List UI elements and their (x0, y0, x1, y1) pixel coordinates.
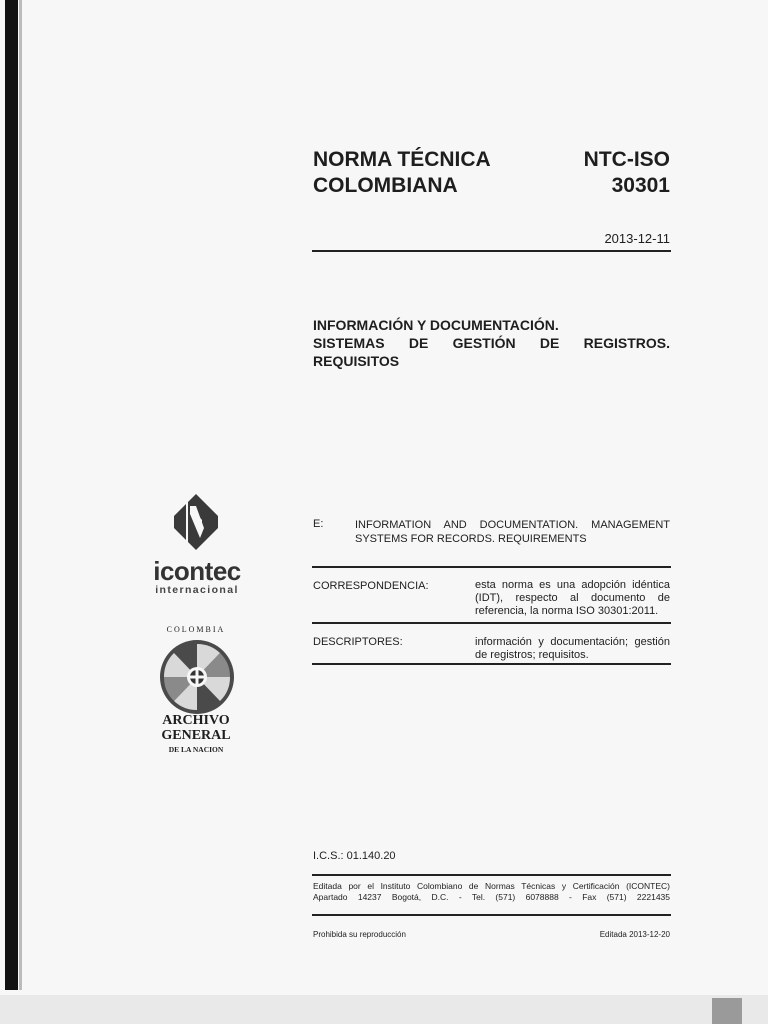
scan-edge-shadow (19, 0, 22, 990)
code-line-2: 30301 (611, 174, 670, 197)
english-line-1: INFORMATION AND DOCUMENTATION. MANAGEMENT (355, 519, 670, 531)
subject-line-3: REQUISITOS (313, 353, 400, 369)
reproduction-notice: Prohibida su reproducción (313, 930, 406, 939)
header-divider (312, 250, 671, 252)
icontec-wordmark (142, 556, 252, 587)
publisher-info (313, 881, 670, 903)
ics-divider (312, 874, 671, 876)
agn-line-3: DE LA NACION (168, 745, 224, 754)
agn-line-1: ARCHIVO (162, 713, 230, 728)
document-subject (313, 316, 670, 370)
english-title (355, 518, 670, 546)
correspondencia-line-3: referencia, la norma ISO 30301:2011. (475, 605, 659, 617)
code-line-1: NTC-ISO (583, 148, 670, 171)
publisher-divider (312, 914, 671, 916)
edition-date: Editada 2013-12-20 (599, 930, 670, 939)
scan-edge (5, 0, 18, 990)
correspondencia-label: CORRESPONDENCIA: (313, 580, 429, 592)
ics-code: I.C.S.: 01.140.20 (313, 850, 396, 862)
english-line-2: SYSTEMS FOR RECORDS. REQUIREMENTS (355, 533, 587, 545)
title-line-2: COLOMBIANA (313, 174, 458, 197)
descriptores-divider (312, 663, 671, 665)
descriptores-line-1: información y documentación; gestión (475, 636, 670, 648)
correspondencia-line-1: esta norma es una adopción idéntica (475, 579, 670, 591)
icontec-logo-mark (160, 494, 232, 556)
icontec-subtitle: internacional (155, 584, 239, 596)
subject-line-1: INFORMACIÓN Y DOCUMENTACIÓN. (313, 317, 559, 333)
descriptores-label: DESCRIPTORES: (313, 636, 403, 648)
icontec-word: icontec (153, 556, 241, 586)
document-title (313, 147, 491, 199)
agn-country: COLOMBIA (166, 625, 226, 634)
correspondencia-value (475, 579, 670, 618)
scan-bottom-mark (712, 998, 742, 1024)
english-label: E: (313, 518, 324, 530)
scan-bottom-strip (0, 995, 768, 1024)
correspondencia-divider (312, 622, 671, 624)
correspondencia-line-2: (IDT), respecto al documento de (475, 592, 670, 604)
publisher-line-1: Editada por el Instituto Colombiano de Normas Técnicas y Certificación (ICONTEC) (313, 881, 670, 891)
publisher-line-2: Apartado 14237 Bogotá, D.C. - Tel. (571) 6078888 - Fax (571) 2221435 (313, 892, 670, 902)
standard-code (560, 147, 670, 199)
english-divider (312, 566, 671, 568)
agn-name (140, 713, 252, 743)
subject-line-2: SISTEMAS DE GESTIÓN DE REGISTROS. (313, 335, 670, 351)
agn-line-2: GENERAL (161, 728, 231, 743)
descriptores-line-2: de registros; requisitos. (475, 649, 589, 661)
ratification-date: 2013-12-11 (604, 231, 670, 246)
title-line-1: NORMA TÉCNICA (313, 148, 491, 171)
descriptores-value (475, 636, 670, 662)
agn-emblem-icon (158, 638, 236, 716)
